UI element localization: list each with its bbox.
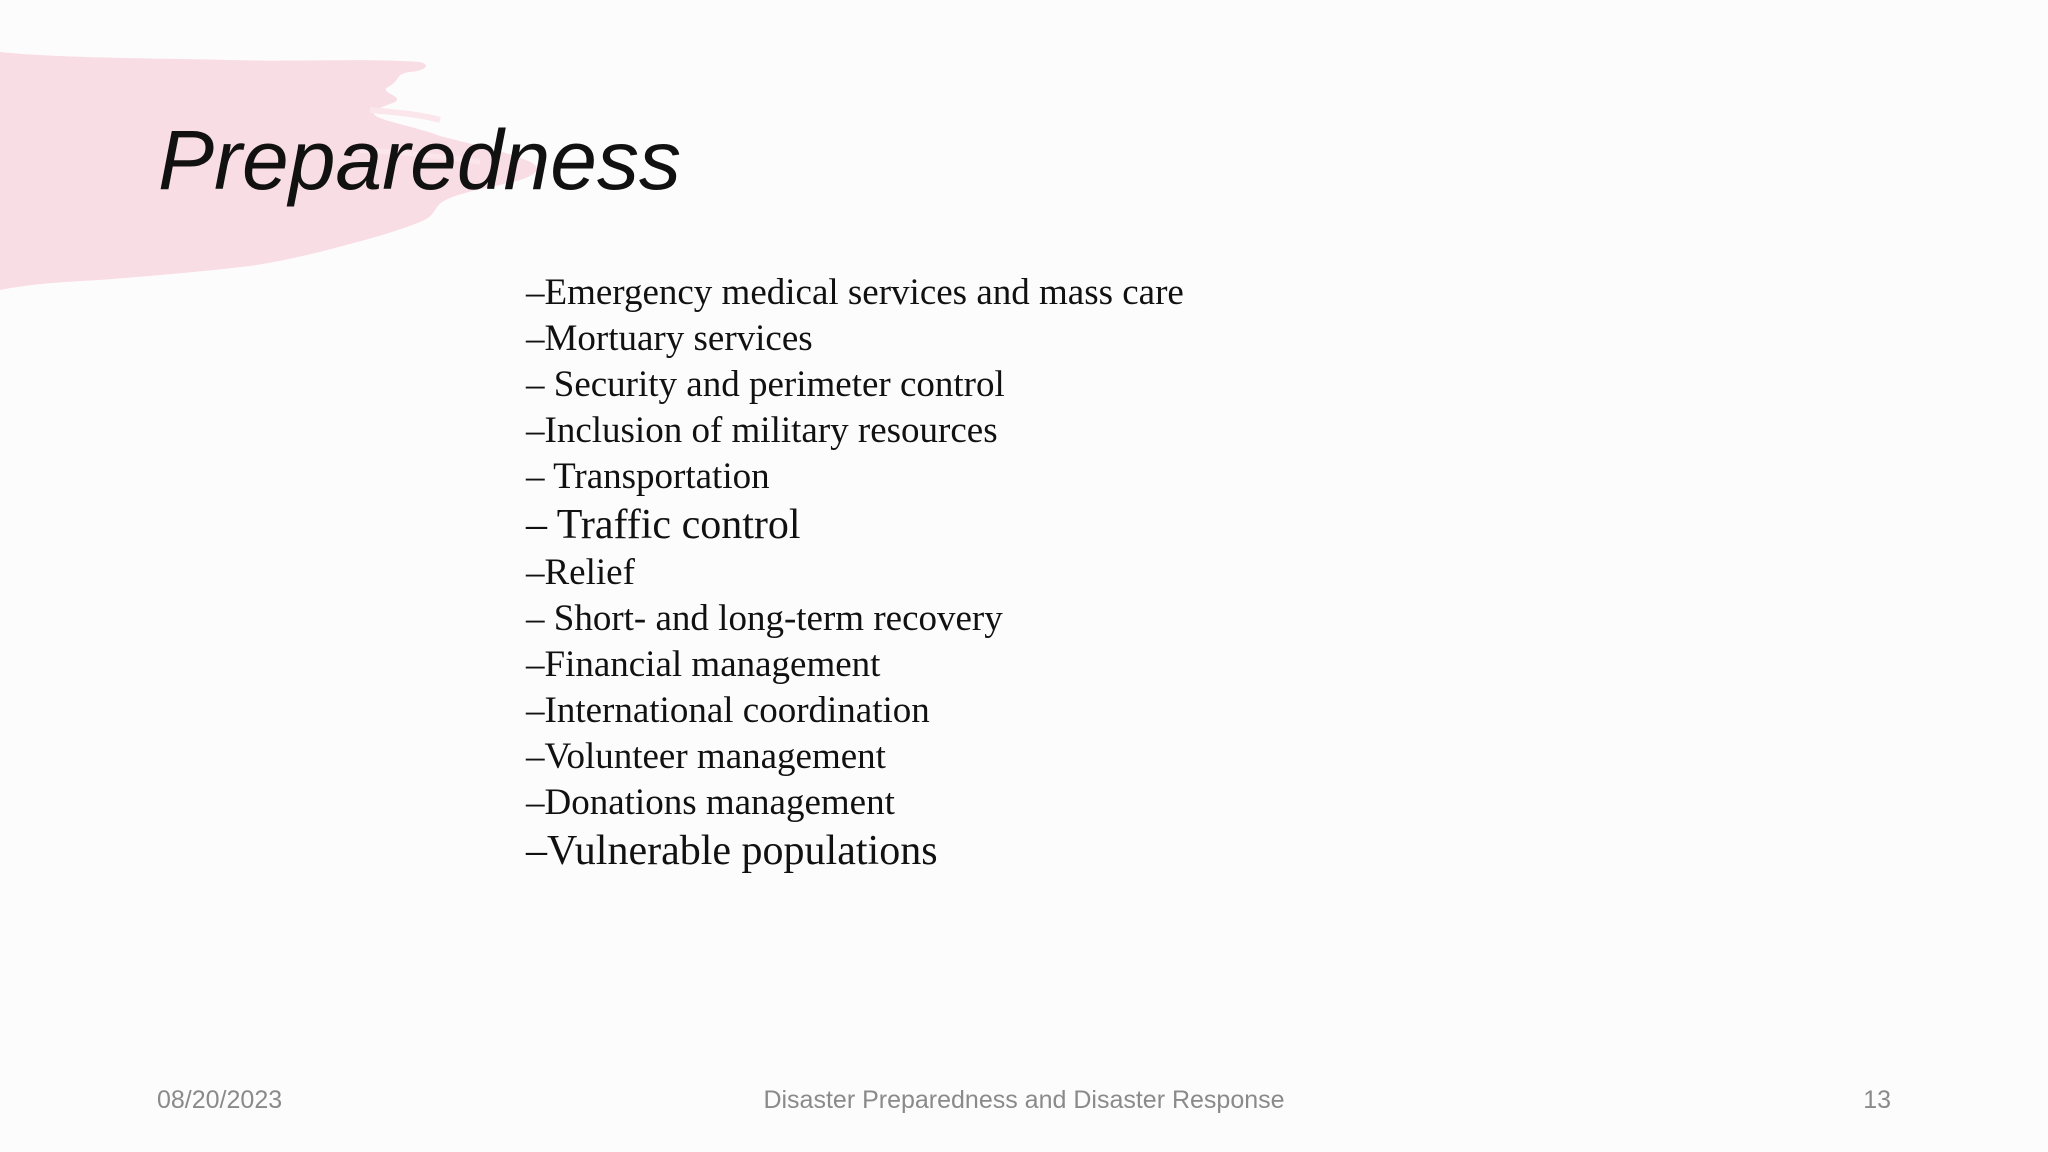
list-item: – Transportation <box>526 456 770 497</box>
list-item: –Financial management <box>526 644 881 685</box>
list-item: –Mortuary services <box>526 318 813 359</box>
footer-date: 08/20/2023 <box>157 1086 283 1114</box>
footer-page-number: 13 <box>1863 1086 1891 1114</box>
list-item: – Traffic control <box>526 502 801 548</box>
list-item: –Vulnerable populations <box>526 828 938 874</box>
list-item: –Inclusion of military resources <box>526 410 998 451</box>
list-item: –Emergency medical services and mass care <box>526 272 1184 313</box>
list-item: –International coordination <box>526 690 930 731</box>
slide-title: Preparedness <box>158 113 681 207</box>
list-item: – Security and perimeter control <box>526 364 1005 405</box>
list-item: – Short- and long-term recovery <box>526 598 1003 639</box>
list-item: –Relief <box>526 552 635 593</box>
list-item: –Volunteer management <box>526 736 886 777</box>
list-item: –Donations management <box>526 782 895 823</box>
footer-presentation-title: Disaster Preparedness and Disaster Response <box>763 1086 1285 1114</box>
bullet-list <box>526 270 1184 876</box>
